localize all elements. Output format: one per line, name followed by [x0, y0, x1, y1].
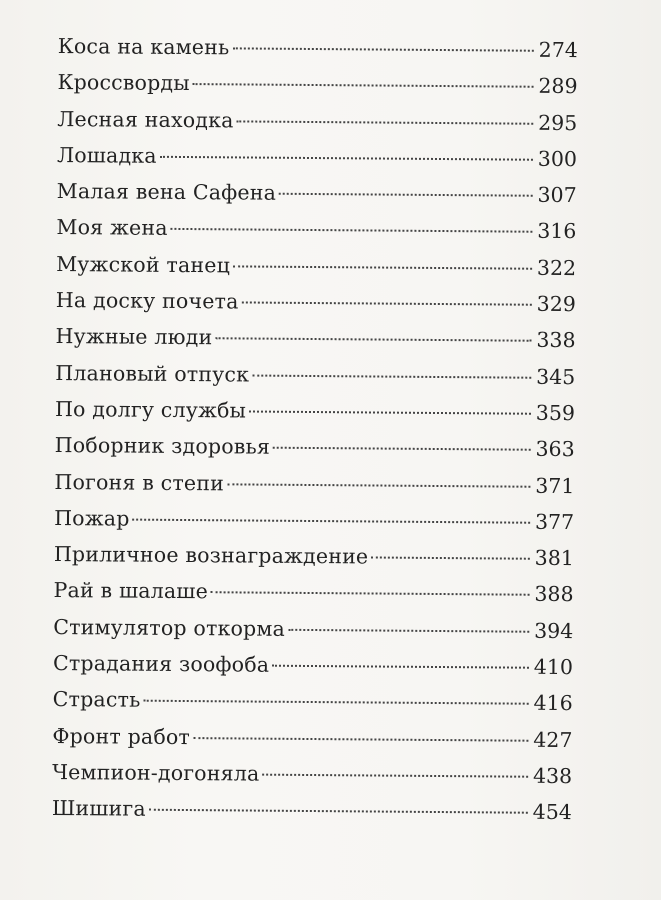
toc-entry: [56, 209, 576, 249]
dot-leader: [279, 193, 533, 197]
toc-entry-page: 410: [533, 654, 574, 680]
dot-leader: [262, 774, 528, 778]
toc-entry-page: 394: [534, 618, 574, 643]
toc-entry-page: 359: [535, 400, 576, 426]
toc-entry: [53, 572, 573, 612]
toc-entry: [55, 427, 575, 467]
dot-leader: [288, 629, 529, 633]
toc-entry: [52, 790, 572, 830]
toc-entry: [54, 500, 574, 540]
toc-entry: [53, 609, 573, 649]
dot-leader: [211, 592, 530, 597]
dot-leader: [215, 338, 531, 342]
toc-entry: [53, 645, 573, 685]
toc-entry-title: Лошадка: [56, 142, 157, 168]
table-of-contents: [52, 28, 578, 831]
toc-entry-title: Страсть: [52, 687, 141, 713]
dot-leader: [160, 156, 533, 161]
toc-entry-title: Нужные люди: [55, 324, 213, 350]
toc-entry-page: 388: [534, 582, 574, 607]
toc-entry-page: 381: [534, 545, 574, 571]
toc-entry: [57, 137, 577, 177]
toc-entry: [53, 681, 573, 721]
dot-leader: [371, 557, 530, 560]
toc-entry-title: Малая вена Сафена: [56, 179, 277, 205]
toc-entry-title: Шишига: [51, 796, 146, 821]
dot-leader: [273, 447, 531, 451]
toc-entry-title: Моя жена: [56, 215, 168, 241]
toc-entry-title: Плановый отпуск: [55, 360, 250, 387]
dot-leader: [171, 228, 533, 233]
toc-entry: [52, 718, 572, 758]
toc-entry: [57, 101, 577, 141]
toc-entry-page: 345: [536, 364, 576, 389]
dot-leader: [249, 410, 531, 414]
toc-entry-page: 300: [537, 146, 578, 171]
dot-leader: [272, 665, 529, 669]
dot-leader: [227, 483, 530, 487]
toc-entry-title: Страдания зоофоба: [52, 651, 270, 677]
toc-entry: [57, 173, 577, 213]
toc-entry: [57, 64, 577, 104]
toc-entry-page: 316: [537, 219, 577, 244]
toc-entry-page: 329: [536, 291, 576, 317]
toc-entry-page: 295: [538, 110, 578, 135]
dot-leader: [252, 374, 531, 378]
toc-entry-page: 377: [534, 509, 575, 534]
dot-leader: [143, 700, 528, 705]
toc-entry: [55, 391, 575, 431]
toc-entry: [56, 246, 576, 286]
toc-entry-title: Фронт работ: [52, 723, 191, 749]
toc-entry: [52, 754, 572, 794]
toc-entry: [54, 464, 574, 504]
toc-entry-page: 322: [536, 255, 577, 280]
toc-entry-title: Коса на камень: [57, 33, 230, 60]
toc-entry-page: 289: [538, 74, 578, 99]
toc-entry: [54, 536, 574, 576]
toc-entry-title: Погоня в степи: [54, 469, 225, 495]
toc-entry-page: 307: [537, 182, 577, 208]
toc-entry-title: Рай в шалаше: [53, 578, 209, 604]
toc-entry-title: На доску почета: [55, 288, 239, 314]
toc-entry: [58, 28, 578, 68]
toc-entry-page: 363: [535, 437, 575, 462]
toc-entry-title: Стимулятор откорма: [53, 614, 286, 641]
dot-leader: [233, 265, 532, 269]
dot-leader: [193, 83, 534, 88]
dot-leader: [237, 120, 534, 124]
toc-entry-title: Чемпион-догоняла: [52, 759, 260, 786]
toc-entry-page: 454: [532, 799, 572, 825]
toc-entry-page: 427: [533, 727, 573, 752]
toc-entry: [56, 282, 576, 322]
toc-entry-title: Пожар: [54, 505, 130, 531]
toc-entry-title: Приличное вознаграждение: [53, 542, 369, 569]
dot-leader: [133, 518, 531, 523]
toc-entry-title: Лесная находка: [57, 106, 234, 132]
toc-entry-title: Кроссворды: [57, 70, 190, 96]
toc-entry-page: 416: [533, 691, 573, 716]
dot-leader: [232, 47, 533, 51]
dot-leader: [193, 737, 528, 742]
toc-entry-title: По долгу службы: [54, 396, 247, 423]
dot-leader: [242, 302, 532, 306]
toc-entry: [55, 318, 575, 358]
dot-leader: [149, 809, 528, 814]
toc-entry: [55, 355, 575, 395]
toc-entry-title: Поборник здоровья: [54, 433, 271, 459]
toc-entry-page: 438: [532, 763, 573, 788]
toc-entry-page: 338: [536, 328, 576, 353]
toc-entry-title: Мужской танец: [56, 251, 231, 278]
toc-entry-page: 274: [538, 37, 578, 63]
toc-entry-page: 371: [535, 473, 575, 498]
